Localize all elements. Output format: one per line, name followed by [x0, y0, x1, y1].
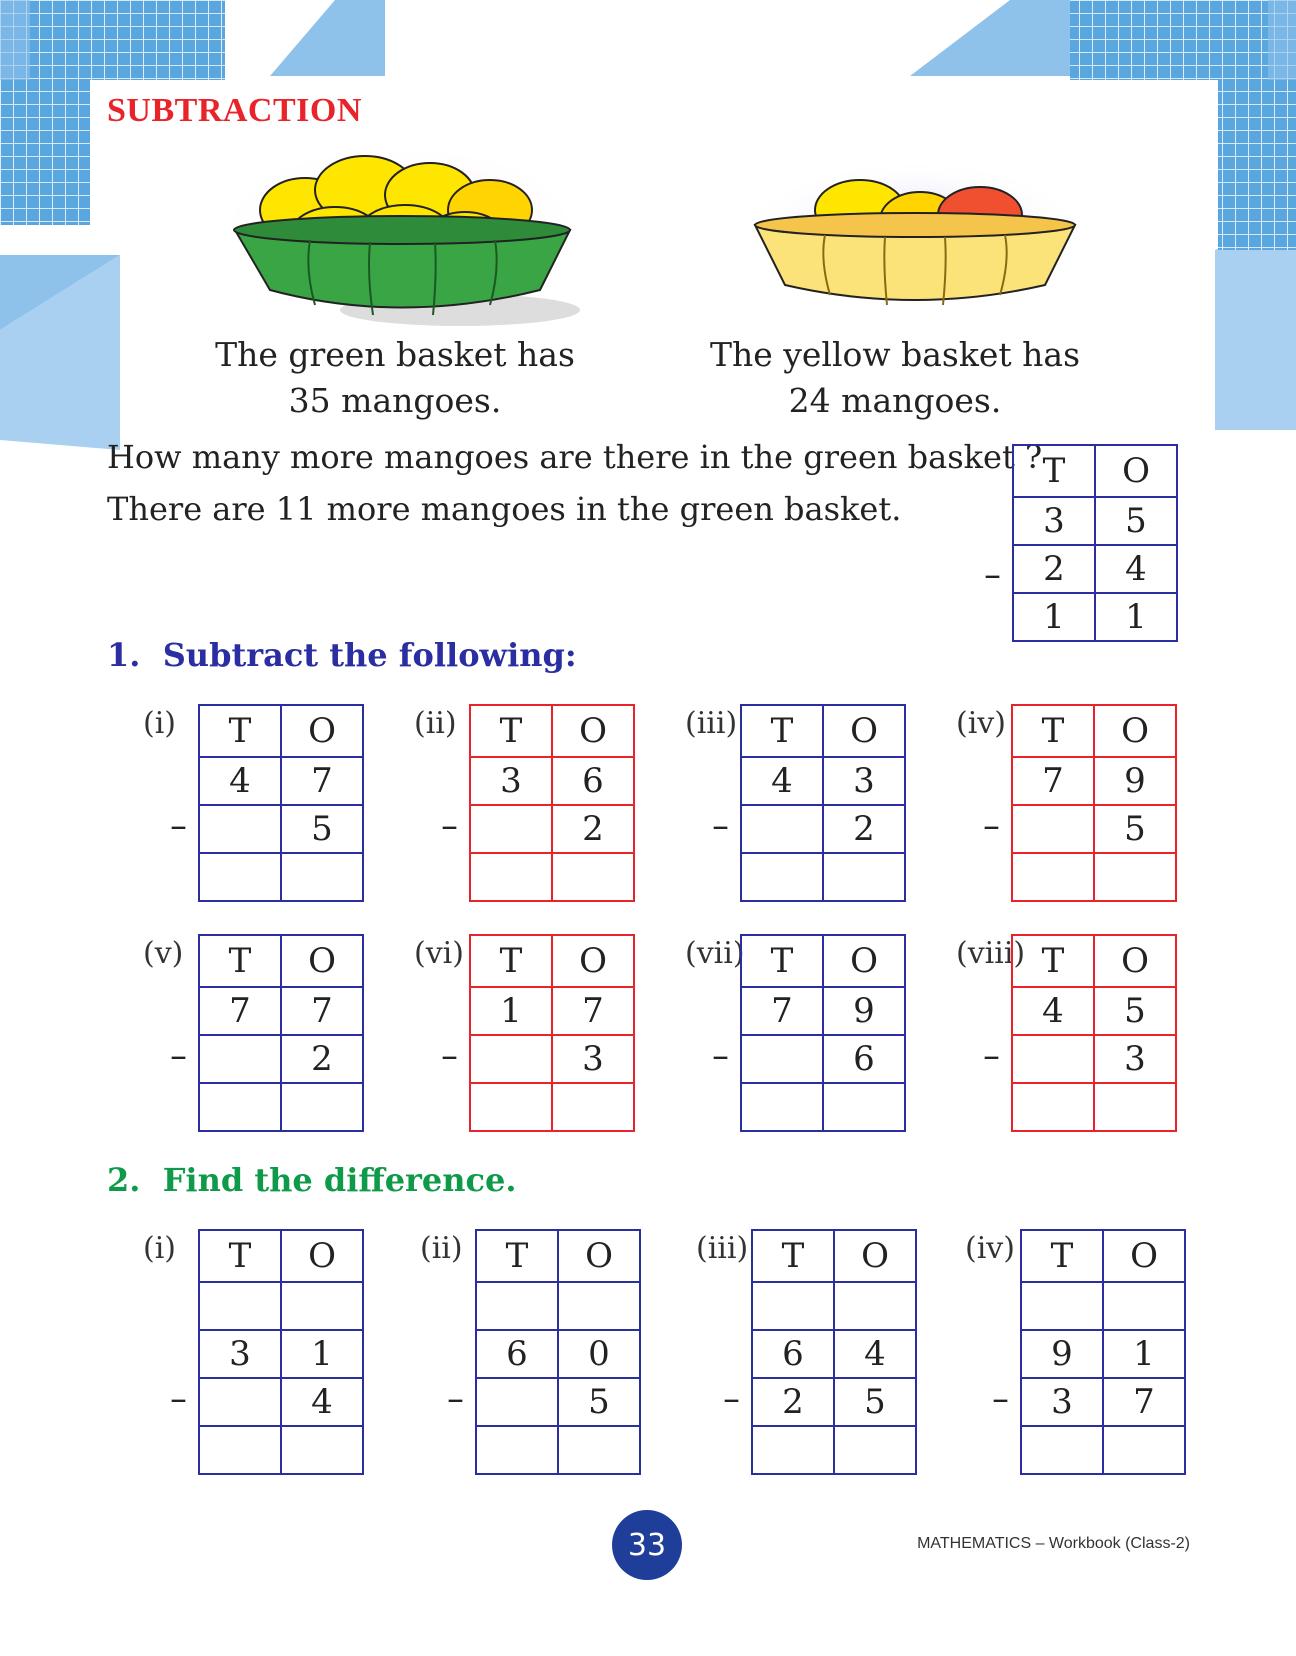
minus-sign: – — [983, 1036, 1000, 1076]
answer-cell[interactable] — [552, 1083, 634, 1131]
example-table — [1012, 444, 1178, 642]
digit-cell: 2 — [752, 1378, 834, 1426]
minus-sign: – — [170, 806, 187, 846]
cell: 3 — [1013, 497, 1095, 545]
answer-cell[interactable] — [476, 1282, 558, 1330]
ones-header: O — [1103, 1230, 1185, 1282]
digit-cell: 6 — [823, 1035, 905, 1083]
tens-header: T — [741, 705, 823, 757]
answer-cell[interactable] — [470, 1083, 552, 1131]
answer-cell[interactable] — [558, 1426, 640, 1474]
ones-header: O — [281, 1230, 363, 1282]
digit-cell — [476, 1378, 558, 1426]
digit-cell: 5 — [281, 805, 363, 853]
digit-cell: 7 — [1012, 757, 1094, 805]
digit-cell: 7 — [281, 757, 363, 805]
minus-sign: – — [712, 806, 729, 846]
tens-header: T — [1012, 705, 1094, 757]
ones-header: O — [552, 935, 634, 987]
ones-header: O — [281, 935, 363, 987]
answer-cell[interactable] — [199, 853, 281, 901]
digit-cell — [470, 1035, 552, 1083]
answer-cell[interactable] — [281, 1426, 363, 1474]
ones-header: O — [1094, 705, 1176, 757]
cell: 1 — [1095, 593, 1177, 641]
problem-label: (i) — [143, 706, 177, 741]
digit-cell: 7 — [741, 987, 823, 1035]
digit-cell: 7 — [199, 987, 281, 1035]
answer-cell[interactable] — [752, 1282, 834, 1330]
tens-header: T — [199, 935, 281, 987]
caption-line: The green basket has — [215, 335, 575, 374]
digit-cell: 4 — [281, 1378, 363, 1426]
answer-cell[interactable] — [199, 1083, 281, 1131]
digit-cell — [199, 805, 281, 853]
problem-label: (i) — [143, 1231, 177, 1266]
tens-header: T — [470, 705, 552, 757]
tens-header: T — [199, 1230, 281, 1282]
cell: 4 — [1095, 545, 1177, 593]
digit-cell: 2 — [281, 1035, 363, 1083]
green-basket-caption — [200, 332, 590, 424]
digit-cell: 1 — [281, 1330, 363, 1378]
minus-sign: – — [992, 1379, 1009, 1419]
tens-header: T — [1012, 935, 1094, 987]
digit-cell: 7 — [552, 987, 634, 1035]
digit-cell: 1 — [1103, 1330, 1185, 1378]
digit-cell: 5 — [1094, 987, 1176, 1035]
ones-header: O — [1095, 445, 1177, 497]
digit-cell — [1012, 805, 1094, 853]
subtraction-table — [1011, 934, 1177, 1132]
caption-line: 24 mangoes. — [788, 381, 1002, 420]
answer-cell[interactable] — [199, 1282, 281, 1330]
ones-header: O — [558, 1230, 640, 1282]
minus-sign: – — [712, 1036, 729, 1076]
answer-cell[interactable] — [470, 853, 552, 901]
digit-cell: 3 — [552, 1035, 634, 1083]
minus-sign: – — [441, 806, 458, 846]
digit-cell: 5 — [558, 1378, 640, 1426]
subtraction-table — [198, 934, 364, 1132]
subtraction-table — [198, 704, 364, 902]
section2-number: 2. — [107, 1161, 141, 1199]
tens-header: T — [741, 935, 823, 987]
digit-cell: 3 — [1021, 1378, 1103, 1426]
ones-header: O — [281, 705, 363, 757]
subtraction-table — [751, 1229, 917, 1475]
section1-title: Subtract the following: — [162, 636, 577, 674]
answer-cell[interactable] — [741, 1083, 823, 1131]
problem-label: (iv) — [965, 1231, 1015, 1266]
digit-cell: 0 — [558, 1330, 640, 1378]
section1-number: 1. — [107, 636, 141, 674]
digit-cell — [199, 1378, 281, 1426]
ones-header: O — [823, 935, 905, 987]
section2-title: Find the difference. — [162, 1161, 517, 1199]
answer-cell[interactable] — [823, 1083, 905, 1131]
cell: 2 — [1013, 545, 1095, 593]
answer-cell[interactable] — [1094, 1083, 1176, 1131]
answer-cell[interactable] — [1094, 853, 1176, 901]
subtraction-table — [469, 704, 635, 902]
answer-cell[interactable] — [834, 1426, 916, 1474]
minus-sign: – — [984, 555, 1001, 595]
tens-header: T — [199, 705, 281, 757]
problem-label: (viii) — [956, 936, 1026, 971]
cell: 1 — [1013, 593, 1095, 641]
ones-header: O — [552, 705, 634, 757]
answer-cell[interactable] — [823, 853, 905, 901]
section2-heading — [107, 1161, 517, 1199]
yellow-basket-caption — [700, 332, 1090, 424]
caption-line: The yellow basket has — [709, 335, 1081, 374]
subtraction-table — [469, 934, 635, 1132]
answer-cell[interactable] — [1012, 853, 1094, 901]
problem-label: (ii) — [420, 1231, 463, 1266]
answer-cell[interactable] — [1103, 1282, 1185, 1330]
answer-cell[interactable] — [281, 1282, 363, 1330]
digit-cell: 4 — [741, 757, 823, 805]
digit-cell — [1012, 1035, 1094, 1083]
digit-cell: 6 — [552, 757, 634, 805]
problem-label: (ii) — [414, 706, 457, 741]
digit-cell: 1 — [470, 987, 552, 1035]
ones-header: O — [1094, 935, 1176, 987]
yellow-basket-illustration — [735, 150, 1095, 330]
digit-cell: 9 — [823, 987, 905, 1035]
tens-header: T — [1013, 445, 1095, 497]
section1-heading — [107, 636, 577, 674]
answer-cell[interactable] — [741, 853, 823, 901]
question-text: How many more mangoes are there in the green basket ? — [107, 438, 1043, 476]
digit-cell: 9 — [1021, 1330, 1103, 1378]
cell: 5 — [1095, 497, 1177, 545]
problem-label: (iii) — [696, 1231, 749, 1266]
digit-cell: 5 — [1094, 805, 1176, 853]
answer-cell[interactable] — [1021, 1282, 1103, 1330]
answer-cell[interactable] — [834, 1282, 916, 1330]
answer-cell[interactable] — [281, 853, 363, 901]
problem-label: (iv) — [956, 706, 1006, 741]
problem-label: (vii) — [685, 936, 745, 971]
answer-cell[interactable] — [1103, 1426, 1185, 1474]
minus-sign: – — [441, 1036, 458, 1076]
digit-cell: 6 — [752, 1330, 834, 1378]
digit-cell: 7 — [1103, 1378, 1185, 1426]
page-title: SUBTRACTION — [107, 92, 362, 129]
digit-cell: 5 — [834, 1378, 916, 1426]
subtraction-table — [1020, 1229, 1186, 1475]
digit-cell: 6 — [476, 1330, 558, 1378]
minus-sign: – — [983, 806, 1000, 846]
answer-cell[interactable] — [752, 1426, 834, 1474]
answer-cell[interactable] — [199, 1426, 281, 1474]
subtraction-table — [198, 1229, 364, 1475]
minus-sign: – — [447, 1379, 464, 1419]
answer-cell[interactable] — [281, 1083, 363, 1131]
digit-cell: 3 — [823, 757, 905, 805]
digit-cell — [470, 805, 552, 853]
minus-sign: – — [170, 1379, 187, 1419]
subtraction-table — [740, 704, 906, 902]
digit-cell — [741, 805, 823, 853]
answer-cell[interactable] — [1021, 1426, 1103, 1474]
tens-header: T — [1021, 1230, 1103, 1282]
green-basket-illustration — [215, 140, 585, 330]
digit-cell: 4 — [1012, 987, 1094, 1035]
answer-cell[interactable] — [558, 1282, 640, 1330]
subtraction-table — [740, 934, 906, 1132]
digit-cell — [199, 1035, 281, 1083]
digit-cell: 3 — [199, 1330, 281, 1378]
digit-cell: 4 — [834, 1330, 916, 1378]
tens-header: T — [470, 935, 552, 987]
digit-cell: 2 — [823, 805, 905, 853]
answer-text: There are 11 more mangoes in the green basket. — [107, 490, 902, 528]
digit-cell — [741, 1035, 823, 1083]
ones-header: O — [823, 705, 905, 757]
tens-header: T — [752, 1230, 834, 1282]
page-number-badge: 33 — [612, 1510, 682, 1580]
answer-cell[interactable] — [476, 1426, 558, 1474]
ones-header: O — [834, 1230, 916, 1282]
digit-cell: 3 — [1094, 1035, 1176, 1083]
minus-sign: – — [723, 1379, 740, 1419]
subtraction-table — [1011, 704, 1177, 902]
tens-header: T — [476, 1230, 558, 1282]
digit-cell: 4 — [199, 757, 281, 805]
minus-sign: – — [170, 1036, 187, 1076]
problem-label: (v) — [143, 936, 184, 971]
digit-cell: 7 — [281, 987, 363, 1035]
digit-cell: 9 — [1094, 757, 1176, 805]
subtraction-table — [475, 1229, 641, 1475]
answer-cell[interactable] — [1012, 1083, 1094, 1131]
digit-cell: 2 — [552, 805, 634, 853]
footer-text: MATHEMATICS – Workbook (Class-2) — [917, 1535, 1190, 1552]
caption-line: 35 mangoes. — [288, 381, 502, 420]
problem-label: (vi) — [414, 936, 464, 971]
digit-cell: 3 — [470, 757, 552, 805]
problem-label: (iii) — [685, 706, 738, 741]
answer-cell[interactable] — [552, 853, 634, 901]
